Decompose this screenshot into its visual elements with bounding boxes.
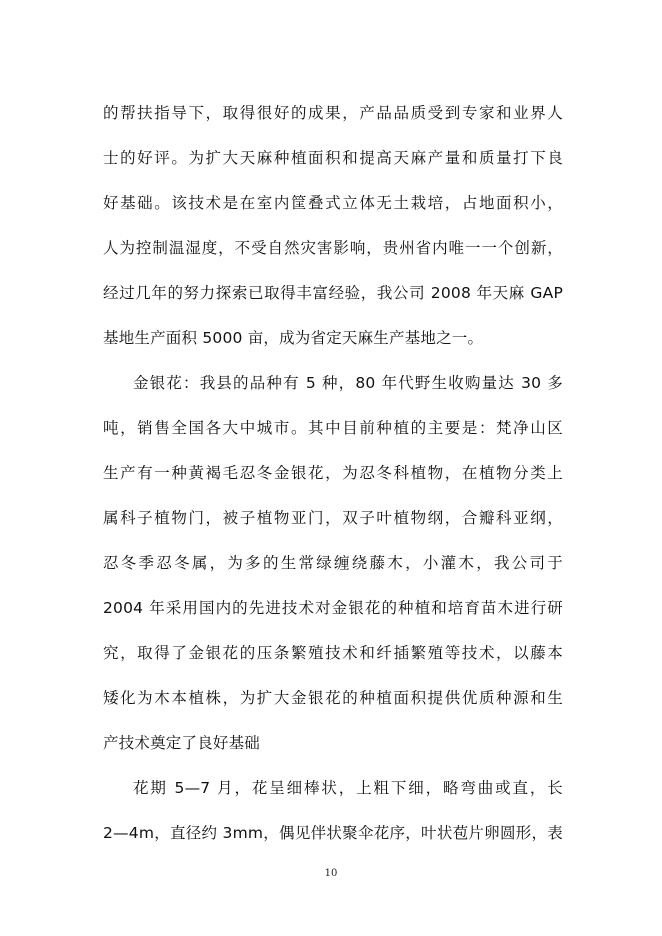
paragraph-start-line: 花期 5—7 月，花呈细棒状，上粗下细，略弯曲或直，长 <box>133 779 563 797</box>
text-line: 吨，销售全国各大中城市。其中目前种植的主要是：梵净山区 <box>103 419 563 437</box>
text-line: 属科子植物门，被子植物亚门，双子叶植物纲，合瓣科亚纲， <box>103 509 563 527</box>
text-line: 究，取得了金银花的压条繁殖技术和纤插繁殖等技术，以藤本 <box>103 644 563 662</box>
paragraph-start-line: 金银花：我县的品种有 5 种，80 年代野生收购量达 30 多 <box>133 374 563 392</box>
text-line: 士的好评。为扩大天麻种植面积和提高天麻产量和质量打下良 <box>103 149 563 167</box>
page-number: 10 <box>324 868 338 879</box>
text-line: 基地生产面积 5000 亩，成为省定天麻生产基地之一。 <box>103 329 484 347</box>
text-line: 人为控制温湿度，不受自然灾害影响，贵州省内唯一一个创新， <box>103 239 563 257</box>
text-line: 忍冬季忍冬属，为多的生常绿缠绕藤木，小灌木，我公司于 <box>103 554 563 572</box>
text-line: 经过几年的努力探索已取得丰富经验，我公司 2008 年天麻 GAP <box>103 284 563 302</box>
text-line: 生产有一种黄褐毛忍冬金银花，为忍冬科植物，在植物分类上 <box>103 464 563 482</box>
text-line: 矮化为木本植株，为扩大金银花的种植面积提供优质种源和生 <box>103 689 563 707</box>
text-line: 产技术奠定了良好基础 <box>103 734 261 752</box>
text-line: 2—4m，直径约 3mm，偶见伴状聚伞花序，叶状苞片卵圆形，表 <box>103 824 563 842</box>
text-line: 的帮扶指导下，取得很好的成果，产品品质受到专家和业界人 <box>103 104 563 122</box>
text-line: 好基础。该技术是在室内筐叠式立体无土栽培，占地面积小， <box>103 194 563 212</box>
text-line: 2004 年采用国内的先进技术对金银花的种植和培育苗木进行研 <box>103 599 563 617</box>
